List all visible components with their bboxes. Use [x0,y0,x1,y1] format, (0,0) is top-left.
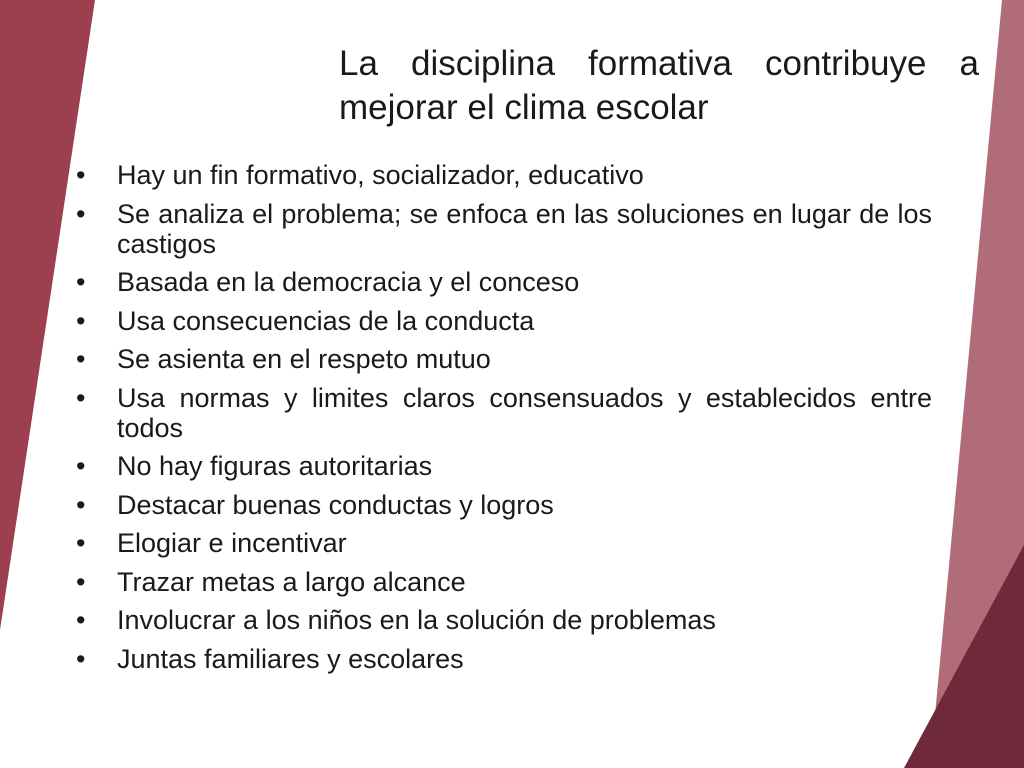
bullet-dot: • [76,451,86,481]
bullet-dot: • [76,198,86,229]
bullet-item [76,267,932,297]
bullet-text: Trazar metas a largo alcance [117,566,466,597]
bullet-dot: • [76,160,86,190]
bullet-item [76,199,932,259]
bullet-item [76,344,932,374]
bullet-item [76,306,932,336]
bullet-item [76,605,932,635]
bullet-text: Hay un fin formativo, socializador, educativo [117,160,644,190]
bullet-text: Involucrar a los niños en la solución de problemas [117,605,716,635]
bullet-text: Destacar buenas conductas y logros [117,489,554,520]
bullet-item [76,490,932,520]
bullet-list [76,160,932,682]
bullet-item [76,644,932,674]
bullet-text: Juntas familiares y escolares [117,643,464,674]
bullet-item [76,383,932,443]
bullet-dot: • [76,305,86,336]
bullet-item [76,528,932,558]
bullet-text: Elogiar e incentivar [117,528,347,558]
bullet-dot: • [76,382,86,413]
bullet-text: Se asienta en el respeto mutuo [117,344,491,374]
bullet-text: No hay figuras autoritarias [117,451,433,481]
bullet-dot: • [76,489,86,520]
bullet-dot: • [76,605,86,635]
bullet-dot: • [76,528,86,558]
bullet-dot: • [76,566,86,597]
bullet-text: Usa consecuencias de la conducta [117,305,535,336]
bullet-item [76,567,932,597]
bullet-dot: • [76,344,86,374]
bullet-dot: • [76,643,86,674]
bullet-text: Basada en la democracia y el conceso [117,267,580,297]
slide-title: La disciplina formativa contribuye a mejorar el clima escolar [339,44,979,127]
bullet-dot: • [76,267,86,297]
bullet-text: Se analiza el problema; se enfoca en las soluciones en lugar de los castigos [117,198,932,259]
bullet-text: Usa normas y limites claros consensuados y establecidos entre todos [117,382,932,443]
bullet-item [76,160,932,190]
bullet-item [76,451,932,481]
